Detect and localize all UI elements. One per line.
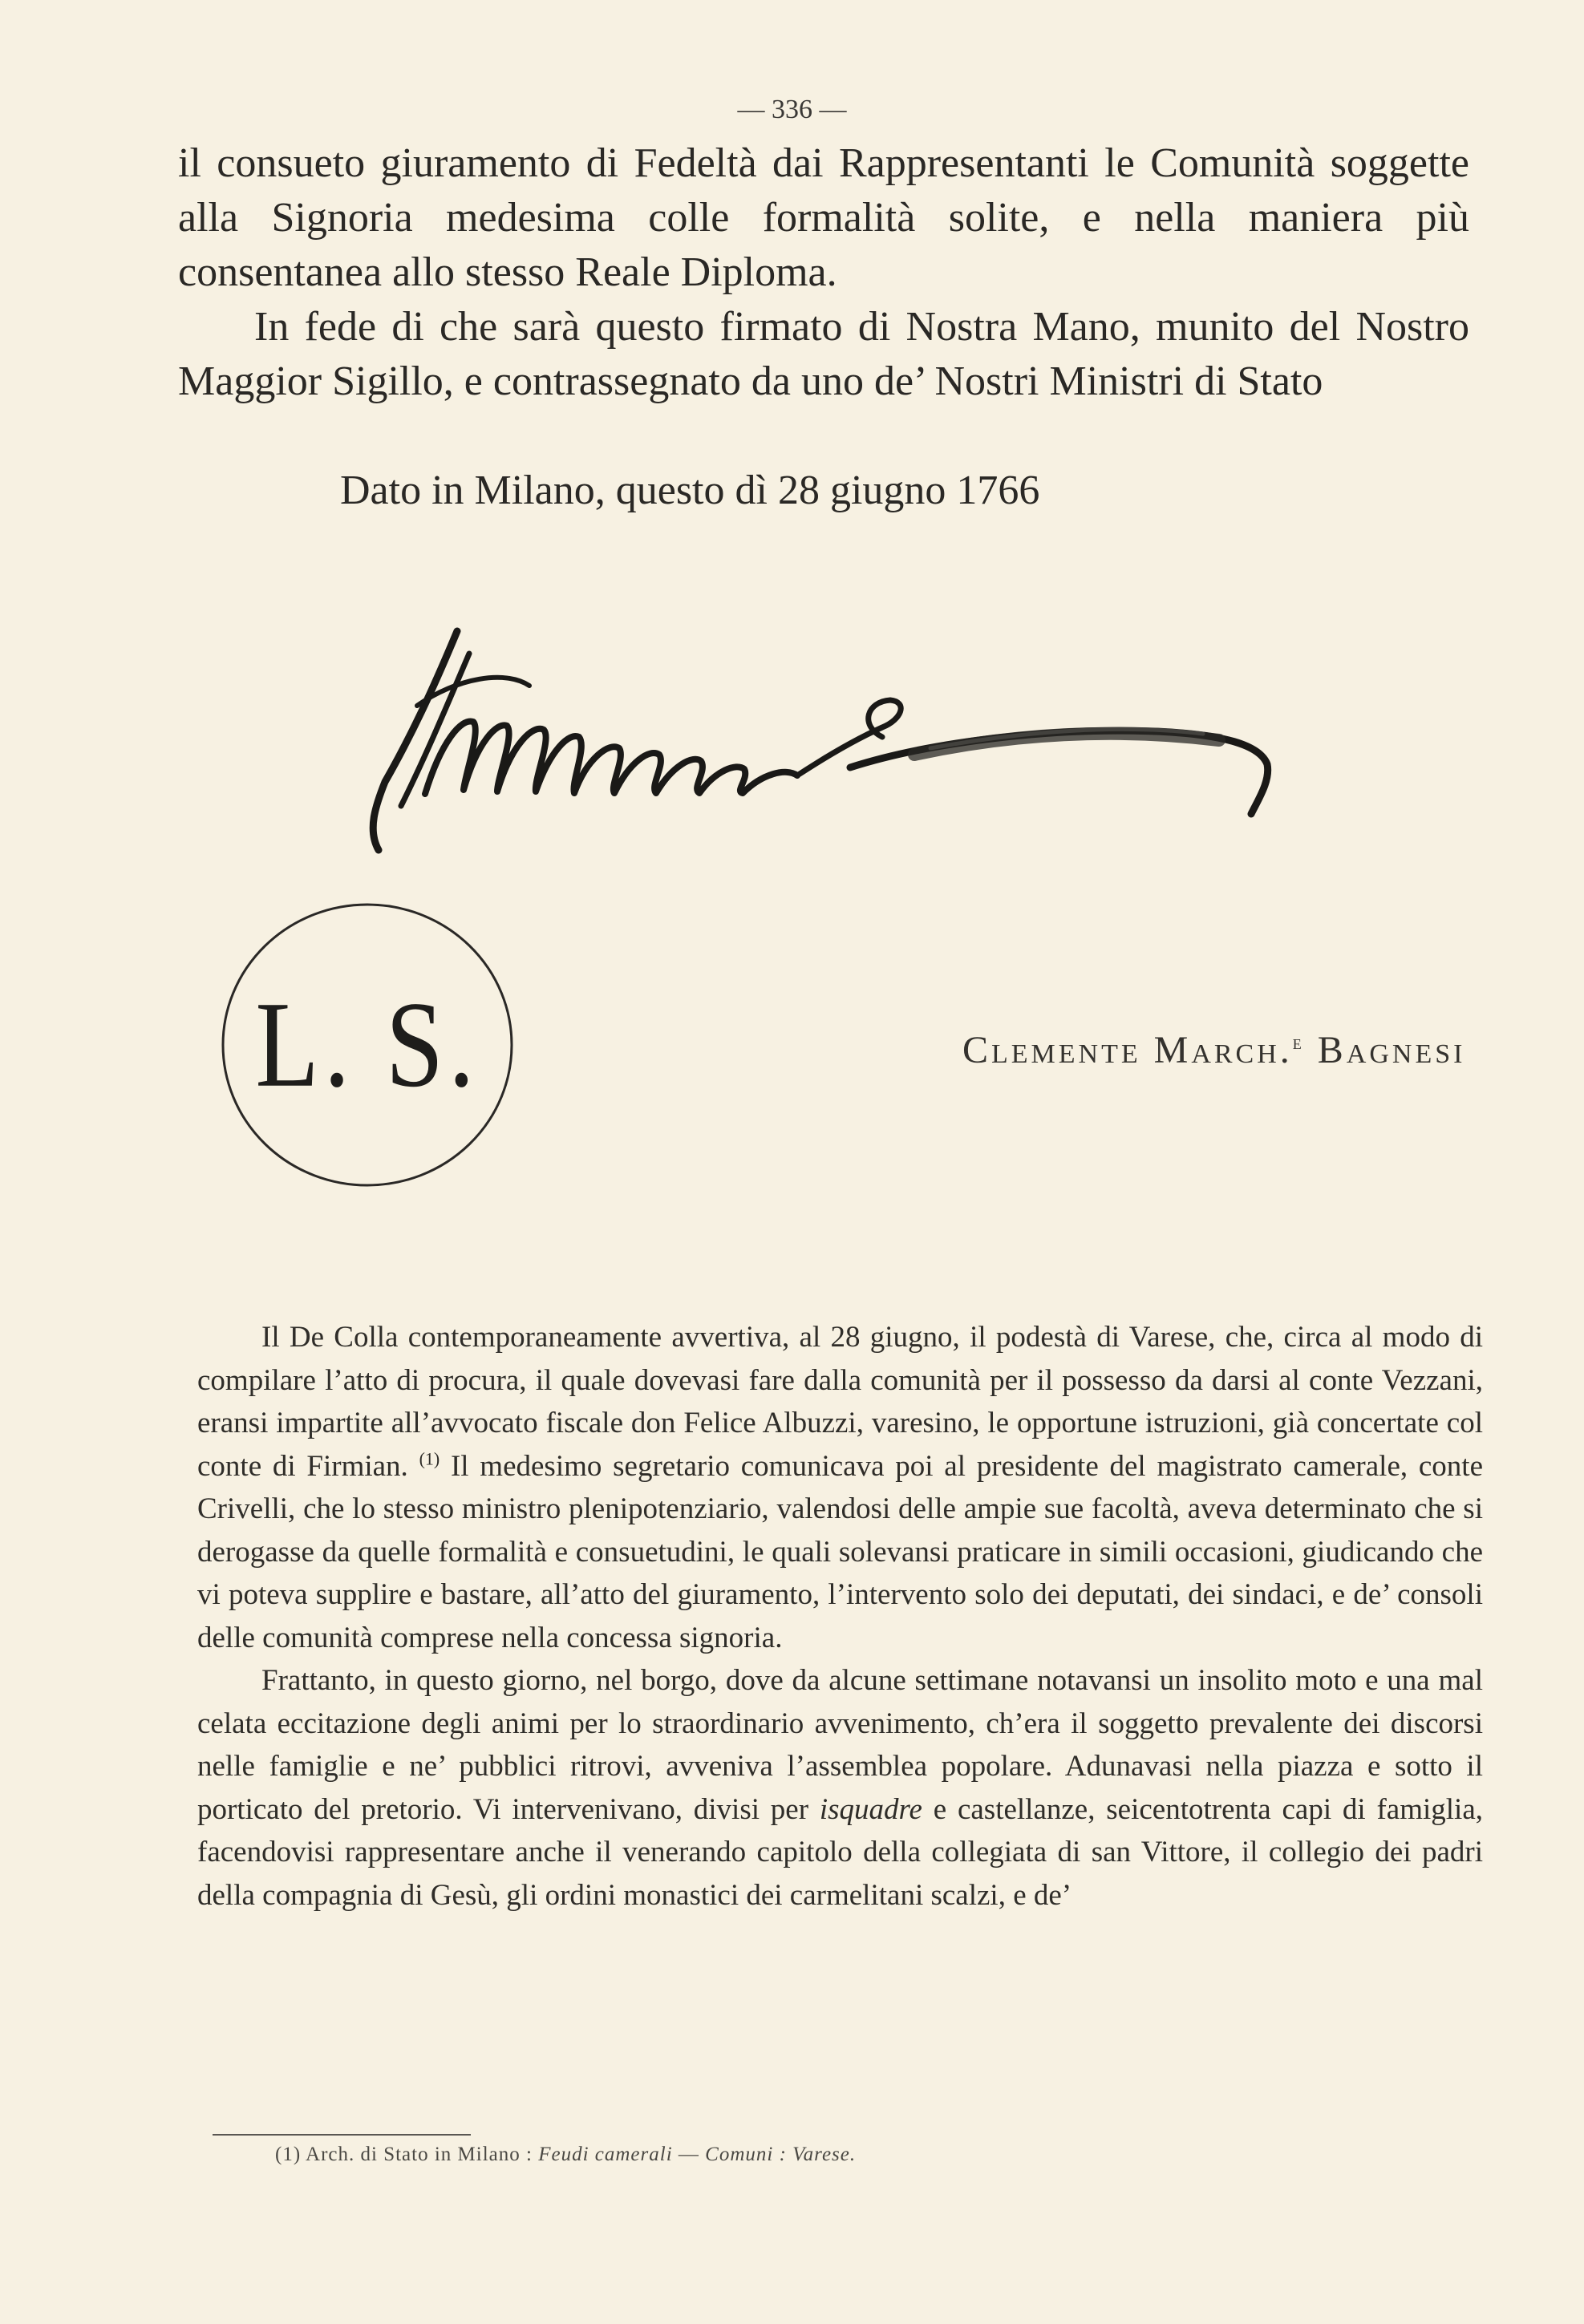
footnote-archive: Arch. di Stato in Milano : (306, 2144, 533, 2165)
body-paragraph-1 (197, 1316, 1483, 1659)
decree-paragraph-1: il consueto giuramento di Fedeltà dai Rappresentanti le Comunità soggette alla Signoria medesima colle formalità solite, e nella maniera più consentanea allo stesso Reale Diploma. (178, 140, 1469, 295)
footnote-fondo: Feudi camerali (538, 2144, 673, 2165)
footnote-divider (213, 2134, 471, 2136)
decree-text (178, 136, 1469, 409)
footnote-place: Varese. (792, 2144, 857, 2165)
body-text (197, 1316, 1483, 1917)
minister-signature (962, 1028, 1465, 1072)
footnote-number: (1) (275, 2144, 302, 2165)
date-line: Dato in Milano, questo dì 28 giugno 1766 (340, 468, 1040, 513)
body-paragraph-1-text-a: Il De Colla contemporaneamente avvertiva, al 28 giugno, il podestà di Varese, che, circa al modo di compilare l’atto di procura, il quale dovevasi fare dalla comunità per il possesso da darsi al conte Vezzani, eransi impartite all’avvocato fiscale don Felice Albuzzi, varesino, le opportune istruzioni, già concertate col conte di Firmian. (197, 1321, 1483, 1483)
body-paragraph-2-italic: isquadre (819, 1792, 922, 1826)
page-number: — 336 — (737, 95, 847, 124)
footnote (275, 2144, 856, 2166)
seal-circle (215, 897, 520, 1193)
minister-name-superscript: e (1292, 1030, 1305, 1054)
handwritten-signature (369, 621, 1291, 862)
decree-paragraph-2: In fede di che sarà questo firmato di Nostra Mano, munito del Nostro Maggior Sigillo, e contrassegnato da uno de’ Nostri Ministri di Stato (178, 304, 1469, 404)
seal-label: L. S. (255, 977, 480, 1113)
body-paragraph-1-text-b: Il medesimo segretario comunicava poi al presidente del magistrato camerale, conte Crivelli, che lo stesso ministro plenipotenziario, valendosi delle ampie sue facoltà, aveva determinato che si derogasse da quelle formalità e consuetudini, le quali solevansi praticare in simili occasioni, giudicando che vi poteva supplire e bastare, all’atto del giuramento, l’intervento solo dei deputati, dei sindaci, e de’ consoli delle comunità comprese nella concessa signoria. (197, 1449, 1483, 1654)
body-paragraph-2-text-b: e castellanze, seicentotrenta capi di famiglia, facendovisi rappresentare anche il venerando capitolo della collegiata di san Vittore, il collegio dei padri della compagnia di Gesù, gli ordini monastici dei carmelitani scalzi, e de’ (197, 1792, 1483, 1912)
footnote-dash: — (678, 2144, 699, 2165)
minister-name-part2: Bagnesi (1304, 1029, 1466, 1071)
footnote-reference[interactable]: (1) (419, 1448, 440, 1469)
body-paragraph-2 (197, 1659, 1483, 1917)
footnote-series: Comuni : (705, 2144, 787, 2165)
body-paragraph-2-text-a: Frattanto, in questo giorno, nel borgo, dove da alcune settimane notavansi un insolito moto e una mal celata eccitazione degli animi per lo straordinario avvenimento, ch’era il soggetto prevalente dei discorsi nelle famiglie e ne’ pubblici ritrovi, avveniva l’assemblea popolare. Adunavasi nella piazza e sotto il porticato del pretorio. Vi intervenivano, divisi per (197, 1664, 1483, 1826)
minister-name-part1: Clemente March. (962, 1029, 1293, 1071)
